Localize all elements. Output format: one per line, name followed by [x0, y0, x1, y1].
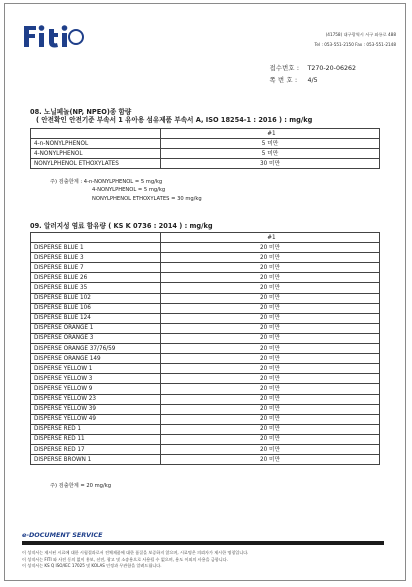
detection-limit-note-np: [50, 178, 202, 203]
substance-name-cell: DISPERSE YELLOW 49: [31, 414, 161, 424]
table-row: [31, 293, 380, 303]
substance-name-cell: DISPERSE BLUE 3: [31, 253, 161, 263]
substance-name-cell: 4-NONYLPHENOL: [31, 149, 161, 159]
substance-name-cell: DISPERSE RED 1: [31, 424, 161, 434]
header-empty-cell: [31, 129, 161, 139]
substance-name-cell: DISPERSE RED 17: [31, 444, 161, 454]
result-value-cell: 30 미만: [161, 159, 380, 169]
table-row: [31, 263, 380, 273]
table-row: [31, 313, 380, 323]
table-row: [31, 333, 380, 343]
substance-name-cell: DISPERSE BLUE 35: [31, 283, 161, 293]
table-row: [31, 455, 380, 465]
result-value-cell: 20 미만: [161, 444, 380, 454]
result-value-cell: 20 미만: [161, 243, 380, 253]
substance-name-cell: DISPERSE YELLOW 1: [31, 364, 161, 374]
section-title-allergenic-dyes: 09. 알러지성 염료 함유량 ( KS K 0736 : 2014 ) : mg/kg: [30, 222, 213, 230]
header-empty-cell: [31, 233, 161, 243]
table-row: [31, 424, 380, 434]
allergenic-dye-table-body: [31, 243, 380, 465]
result-value-cell: 20 미만: [161, 374, 380, 384]
table-row: [31, 394, 380, 404]
substance-name-cell: DISPERSE ORANGE 149: [31, 354, 161, 364]
table-row: [31, 139, 380, 149]
table-row: [31, 374, 380, 384]
substance-name-cell: DISPERSE ORANGE 37/76/59: [31, 344, 161, 354]
note-label-np: 주) 검출한계 : 4-n-NONYLPHENOL = 5 mg/kg: [50, 179, 163, 185]
table-row: [31, 404, 380, 414]
substance-name-cell: DISPERSE BLUE 26: [31, 273, 161, 283]
substance-name-cell: DISPERSE BROWN 1: [31, 455, 161, 465]
substance-name-cell: DISPERSE RED 11: [31, 434, 161, 444]
table-row: [31, 344, 380, 354]
nonylphenol-table: [30, 128, 380, 169]
result-value-cell: 20 미만: [161, 303, 380, 313]
substance-name-cell: DISPERSE BLUE 106: [31, 303, 161, 313]
column-header-sample: #1: [161, 129, 380, 139]
result-value-cell: 5 미만: [161, 139, 380, 149]
result-value-cell: 5 미만: [161, 149, 380, 159]
footer-line: 이 성적서는 제시된 시료에 대한 시험결과로서 전체제품에 대한 품질을 보증하지 않으며, 시료명은 의뢰자가 제시한 명칭입니다.: [22, 550, 249, 555]
table-row: [31, 253, 380, 263]
result-value-cell: 20 미만: [161, 333, 380, 343]
address-line: (41758) 대구광역시 서구 와룡로 488: [325, 32, 396, 37]
table-header-row: [31, 129, 380, 139]
footer-disclaimer: [22, 550, 248, 570]
page-value: 4/5: [307, 77, 318, 84]
receipt-value: T270-20-06262: [307, 65, 356, 72]
result-value-cell: 20 미만: [161, 354, 380, 364]
table-row: [31, 364, 380, 374]
substance-name-cell: DISPERSE ORANGE 3: [31, 333, 161, 343]
receipt-label: 접수번호 :: [269, 65, 300, 72]
table-row: [31, 149, 380, 159]
document-meta: [270, 63, 356, 87]
table-row: [31, 354, 380, 364]
fiti-logo: [22, 20, 94, 50]
allergenic-dye-table: [30, 232, 380, 465]
result-value-cell: 20 미만: [161, 394, 380, 404]
result-value-cell: 20 미만: [161, 253, 380, 263]
substance-name-cell: NONYLPHENOL ETHOXYLATES: [31, 159, 161, 169]
result-value-cell: 20 미만: [161, 263, 380, 273]
substance-name-cell: DISPERSE YELLOW 9: [31, 384, 161, 394]
table-row: [31, 384, 380, 394]
substance-name-cell: DISPERSE YELLOW 39: [31, 404, 161, 414]
result-value-cell: 20 미만: [161, 344, 380, 354]
table-row: [31, 303, 380, 313]
company-address: [315, 30, 396, 50]
section-title-line1: 08. 노닐페놀(NP, NPEO)종 함량: [30, 108, 132, 116]
result-value-cell: 20 미만: [161, 364, 380, 374]
note-line: 4-n-NONYLPHENOL = 5 mg/kg: [83, 179, 163, 185]
result-value-cell: 20 미만: [161, 283, 380, 293]
table-row: [31, 434, 380, 444]
result-value-cell: 20 미만: [161, 434, 380, 444]
section-title-line2: ( 안전확인 안전기준 부속서 1 유아용 섬유제품 부속서 A, ISO 18254-1 : 2016 ) : mg/kg: [36, 116, 313, 124]
table-row: [31, 444, 380, 454]
substance-name-cell: DISPERSE BLUE 7: [31, 263, 161, 273]
table-row: [31, 323, 380, 333]
result-value-cell: 20 미만: [161, 293, 380, 303]
result-value-cell: 20 미만: [161, 455, 380, 465]
table-row: [31, 273, 380, 283]
section-title-nonylphenol: [30, 108, 312, 124]
result-value-cell: 20 미만: [161, 424, 380, 434]
substance-name-cell: DISPERSE YELLOW 23: [31, 394, 161, 404]
footer-divider: [22, 541, 384, 545]
result-value-cell: 20 미만: [161, 273, 380, 283]
page-label: 쪽 번 호 :: [269, 77, 298, 84]
table-row: [31, 414, 380, 424]
substance-name-cell: DISPERSE BLUE 1: [31, 243, 161, 253]
table-row: [31, 159, 380, 169]
table-row: [31, 283, 380, 293]
result-value-cell: 20 미만: [161, 414, 380, 424]
substance-name-cell: DISPERSE BLUE 124: [31, 313, 161, 323]
result-value-cell: 20 미만: [161, 323, 380, 333]
note-line: NONYLPHENOL ETHOXYLATES = 30 mg/kg: [92, 195, 202, 202]
nonylphenol-table-body: [31, 139, 380, 169]
contact-line: Tel : 053-551-2150 Fax : 053-551-2148: [314, 42, 396, 47]
substance-name-cell: 4-n-NONYLPHENOL: [31, 139, 161, 149]
table-row: [31, 243, 380, 253]
detection-limit-note-dyes: 주) 검출한계 = 20 mg/kg: [50, 483, 112, 489]
column-header-sample: #1: [161, 233, 380, 243]
substance-name-cell: DISPERSE ORANGE 1: [31, 323, 161, 333]
table-header-row: [31, 233, 380, 243]
result-value-cell: 20 미만: [161, 404, 380, 414]
substance-name-cell: DISPERSE YELLOW 3: [31, 374, 161, 384]
footer-title: e-DOCUMENT SERVICE: [22, 531, 103, 539]
substance-name-cell: DISPERSE BLUE 102: [31, 293, 161, 303]
footer-line: 이 성적서는 KS Q ISO/IEC 17025 및 KOLAS 인정과 무관함을 알려드립니다.: [22, 563, 162, 568]
result-value-cell: 20 미만: [161, 313, 380, 323]
note-line: 4-NONYLPHENOL = 5 mg/kg: [92, 187, 166, 194]
footer-line: 이 성적서는 FITI 와 사전 동의 없이 홍보, 선전, 광고 및 소송용으로 사용될 수 없으며, 용도 이외의 사용을 금합니다.: [22, 556, 228, 562]
result-value-cell: 20 미만: [161, 384, 380, 394]
